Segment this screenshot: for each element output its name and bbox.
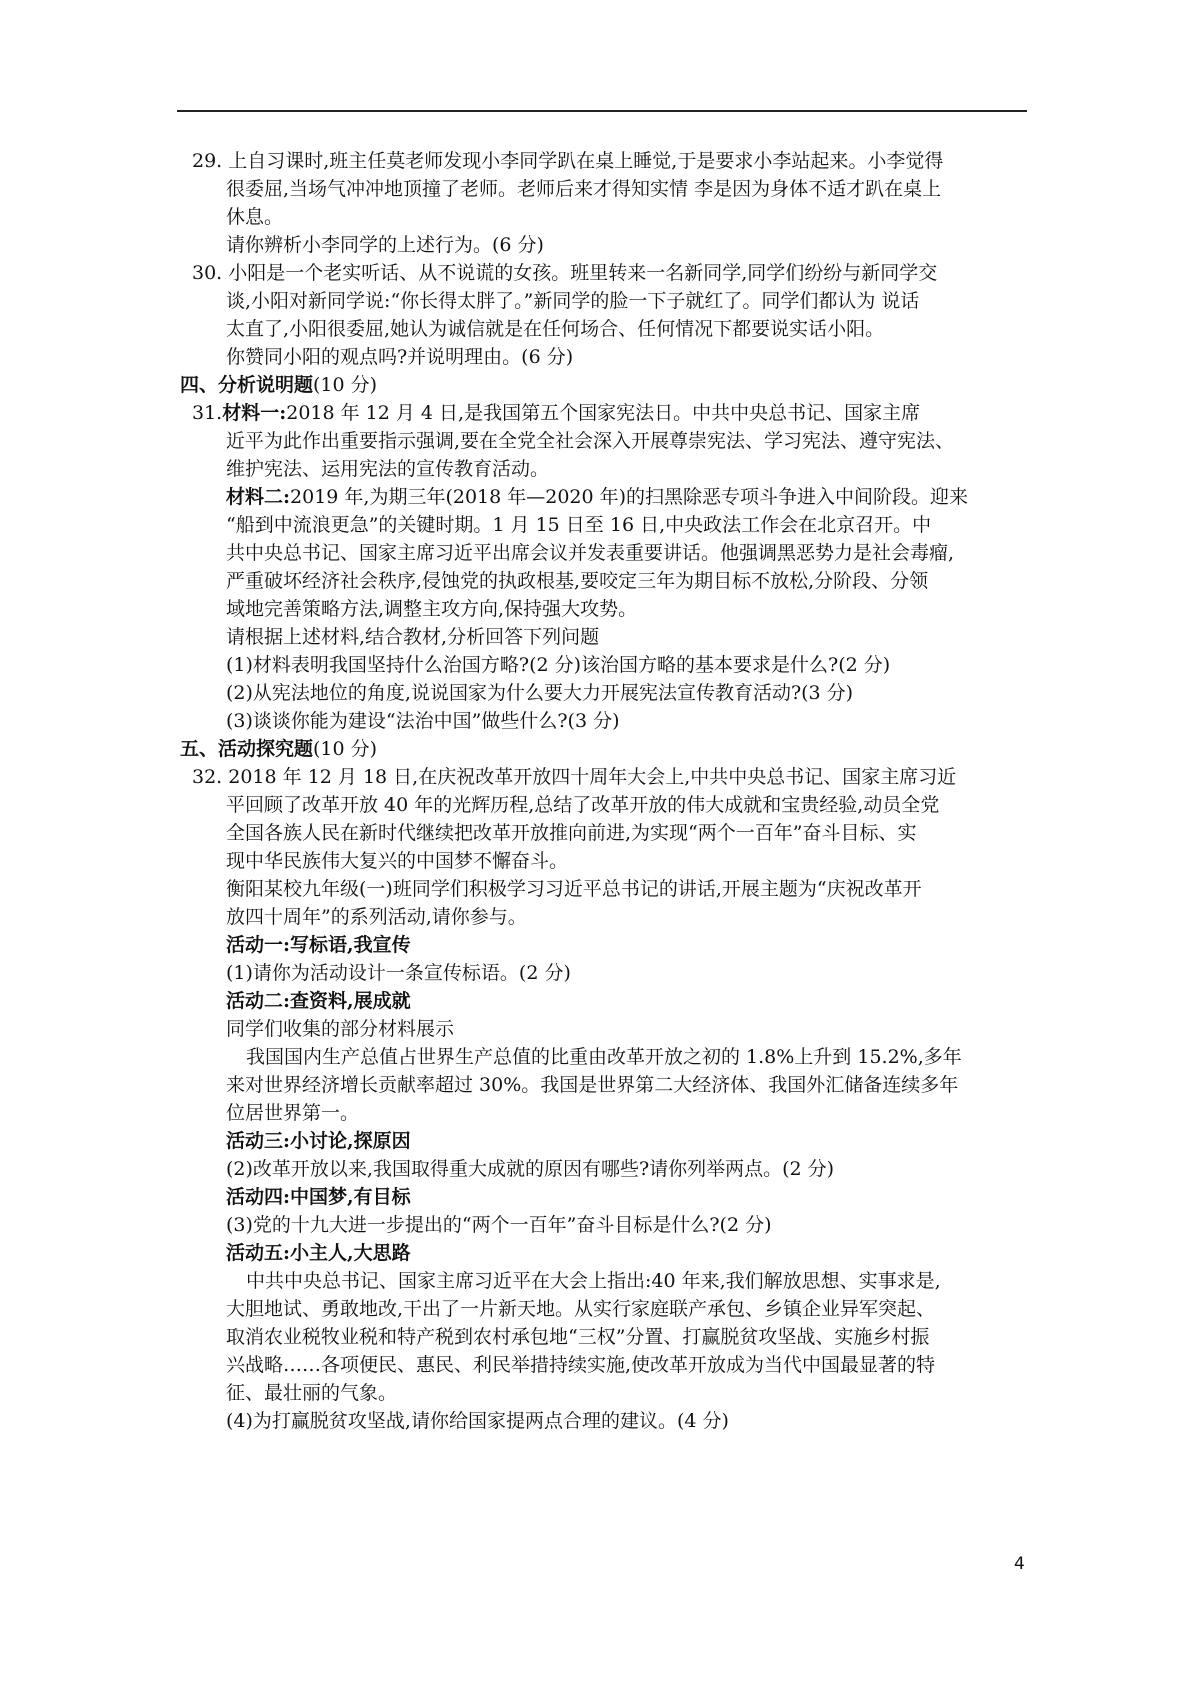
q30-line-4: 你赞同小阳的观点吗?并说明理由。(6 分) <box>226 346 574 368</box>
activity-2-heading: 活动二:查资料,展成就 <box>226 990 411 1012</box>
q29-line-4: 请你辨析小李同学的上述行为。(6 分) <box>226 234 544 256</box>
section-4-heading <box>180 371 1040 399</box>
activity-5-para-line-5: 征、最壮丽的气象。 <box>226 1382 398 1404</box>
q31-number: 31. <box>192 402 223 424</box>
q31-material2-line-5: 域地完善策略方法,调整主攻方向,保持强大攻势。 <box>226 598 638 620</box>
q32-intro-line-5: 衡阳某校九年级(一)班同学们积极学习习近平总书记的讲话,开展主题为“庆祝改革开 <box>226 878 922 900</box>
q29-line-3: 休息。 <box>226 206 284 228</box>
header-rule <box>177 110 1027 112</box>
q31-material2-line-4: 严重破坏经济社会秩序,侵蚀党的执政根基,要咬定三年为期目标不放松,分阶段、分领 <box>226 570 929 592</box>
activity-5-para-line-3: 取消农业税牧业税和特产税到农村承包地“三权”分置、打赢脱贫攻坚战、实施乡村振 <box>226 1326 930 1348</box>
page-number: 4 <box>1014 1554 1025 1574</box>
q31-sub-2: (2)从宪法地位的角度,说说国家为什么要大力开展宪法宣传教育活动?(3 分) <box>226 682 854 704</box>
q31-material1-line-1 <box>180 399 1040 427</box>
q30-line-3: 太直了,小阳很委屈,她认为诚信就是在任何场合、任何情况下都要说实话小阳。 <box>226 318 885 340</box>
q31-sub-1: (1)材料表明我国坚持什么治国方略?(2 分)该治国方略的基本要求是什么?(2 分) <box>226 654 891 676</box>
q32-intro-line-6: 放四十周年”的系列活动,请你参与。 <box>226 906 527 928</box>
exam-content <box>180 147 1040 1435</box>
q31-material1-text: 2018 年 12 月 4 日,是我国第五个国家宪法日。中共中央总书记、国家主席 <box>286 402 921 424</box>
activity-4-question: (3)党的十九大进一步提出的“两个一百年”奋斗目标是什么?(2 分) <box>226 1214 772 1236</box>
q31-material2-line-2: “船到中流浪更急”的关键时期。1 月 15 日至 16 日,中央政法工作会在北京召开。中 <box>226 514 932 536</box>
activity-2-para-line-3: 位居世界第一。 <box>226 1102 360 1124</box>
activity-2-para-line-2: 来对世界经济增长贡献率超过 30%。我国是世界第二大经济体、我国外汇储备连续多年 <box>226 1074 959 1096</box>
section-4-title: 四、分析说明题 <box>180 374 314 396</box>
q30-line-2: 谈,小阳对新同学说:“你长得太胖了。”新同学的脸一下子就红了。同学们都认为 说话 <box>226 290 920 312</box>
q32-intro-line-4: 现中华民族伟大复兴的中国梦不懈奋斗。 <box>226 850 569 872</box>
q32-intro-line-3: 全国各族人民在新时代继续把改革开放推向前进,为实现“两个一百年”奋斗目标、实 <box>226 822 917 844</box>
q31-sub-3: (3)谈谈你能为建设“法治中国”做些什么?(3 分) <box>226 710 620 732</box>
activity-1-heading: 活动一:写标语,我宣传 <box>226 934 411 956</box>
q31-material1-line-2: 近平为此作出重要指示强调,要在全党全社会深入开展尊崇宪法、学习宪法、遵守宪法、 <box>226 430 955 452</box>
activity-4-heading: 活动四:中国梦,有目标 <box>226 1186 411 1208</box>
section-5-heading <box>180 735 1040 763</box>
section-5-points: (10 分) <box>313 738 378 760</box>
q31-prompt: 请根据上述材料,结合教材,分析回答下列问题 <box>226 626 600 648</box>
q31-material1-line-3: 维护宪法、运用宪法的宣传教育活动。 <box>226 458 550 480</box>
activity-5-para-line-4: 兴战略……各项便民、惠民、利民举措持续实施,使改革开放成为当代中国最显著的特 <box>226 1354 936 1376</box>
q31-material2-text: 2019 年,为期三年(2018 年—2020 年)的扫黑除恶专项斗争进入中间阶段。迎来 <box>290 486 969 508</box>
activity-5-question: (4)为打赢脱贫攻坚战,请你给国家提两点合理的建议。(4 分) <box>226 1410 729 1432</box>
q31-material2-label: 材料二: <box>226 486 291 508</box>
activity-5-heading: 活动五:小主人,大思路 <box>226 1242 411 1264</box>
activity-5-para-line-2: 大胆地试、勇敢地改,干出了一片新天地。从实行家庭联产承包、乡镇企业异军突起、 <box>226 1298 936 1320</box>
q31-material2-line-3: 共中央总书记、国家主席习近平出席会议并发表重要讲话。他强调黑恶势力是社会毒瘤, <box>226 542 955 564</box>
q31-material2-line-1 <box>180 483 1040 511</box>
activity-2-para-line-1: 我国国内生产总值占世界生产总值的比重由改革开放之初的 1.8%上升到 15.2%,多年 <box>246 1046 962 1068</box>
activity-1-question: (1)请你为活动设计一条宣传标语。(2 分) <box>226 962 571 984</box>
q29-line-2: 很委屈,当场气冲冲地顶撞了老师。老师后来才得知实情 李是因为身体不适才趴在桌上 <box>226 178 942 200</box>
activity-2-text: 同学们收集的部分材料展示 <box>226 1018 455 1040</box>
section-5-title: 五、活动探究题 <box>180 738 314 760</box>
activity-3-question: (2)改革开放以来,我国取得重大成就的原因有哪些?请你列举两点。(2 分) <box>226 1158 835 1180</box>
activity-5-para-line-1: 中共中央总书记、国家主席习近平在大会上指出:40 年来,我们解放思想、实事求是, <box>246 1270 941 1292</box>
q32-intro-line-2: 平回顾了改革开放 40 年的光辉历程,总结了改革开放的伟大成就和宝贵经验,动员全党 <box>226 794 940 816</box>
q31-material1-label: 材料一: <box>222 402 287 424</box>
section-4-points: (10 分) <box>313 374 378 396</box>
q32-intro-line-1: 32. 2018 年 12 月 18 日,在庆祝改革开放四十周年大会上,中共中央总书记、国家主席习近 <box>192 766 957 788</box>
q30-line-1: 30. 小阳是一个老实听话、从不说谎的女孩。班里转来一名新同学,同学们纷纷与新同学交 <box>192 262 938 284</box>
q29-line-1: 29. 上自习课时,班主任莫老师发现小李同学趴在桌上睡觉,于是要求小李站起来。小李觉得 <box>192 150 944 172</box>
activity-3-heading: 活动三:小讨论,探原因 <box>226 1130 411 1152</box>
